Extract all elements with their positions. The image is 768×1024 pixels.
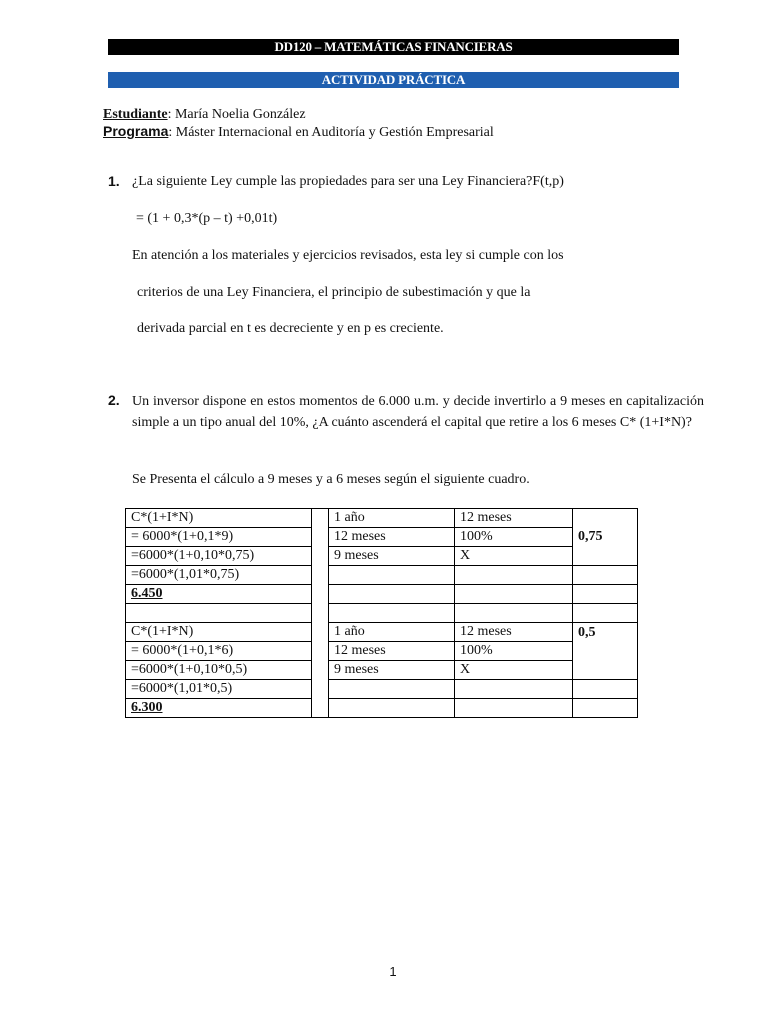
table-cell <box>329 566 455 585</box>
table-cell <box>573 699 638 718</box>
table-cell <box>455 699 573 718</box>
question-2-number: 2. <box>108 392 120 408</box>
table-cell: = 6000*(1+0,1*6) <box>126 642 312 661</box>
table-row <box>126 547 638 566</box>
table-cell: =6000*(1,01*0,75) <box>126 566 312 585</box>
table-cell: =6000*(1+0,10*0,5) <box>126 661 312 680</box>
table-cell: 1 año <box>329 623 455 642</box>
table-cell <box>573 680 638 699</box>
table-cell <box>126 604 312 623</box>
table-row <box>126 566 638 585</box>
table-cell: 12 meses <box>455 623 573 642</box>
table-cell: 12 meses <box>329 528 455 547</box>
table-cell <box>573 604 638 623</box>
table-row <box>126 661 638 680</box>
table-cell: 9 meses <box>329 661 455 680</box>
table-cell <box>455 585 573 604</box>
student-label: Estudiante <box>103 107 168 122</box>
activity-title: ACTIVIDAD PRÁCTICA <box>321 72 466 87</box>
table-cell <box>573 566 638 585</box>
question-1-formula: = (1 + 0,3*(p – t) +0,01t) <box>136 211 278 226</box>
factor-cell: 0,75 <box>573 509 638 566</box>
table-cell <box>329 680 455 699</box>
table-cell <box>455 680 573 699</box>
table-cell: =6000*(1+0,10*0,75) <box>126 547 312 566</box>
course-title-bar <box>108 39 679 55</box>
program-label: Programa <box>103 123 169 139</box>
table-cell: =6000*(1,01*0,5) <box>126 680 312 699</box>
table-row <box>126 604 638 623</box>
question-2-text: Un inversor dispone en estos momentos de 6.000 u.m. y decide invertirlo a 9 meses en capitalización simple a un tipo anual del 10%, ¿A cuánto ascenderá el capital que retire a los 6 meses C* (1+I*N)? <box>132 394 704 430</box>
table-cell: 12 meses <box>329 642 455 661</box>
question-2-intro: Se Presenta el cálculo a 9 meses y a 6 meses según el siguiente cuadro. <box>132 472 530 487</box>
question-1-number: 1. <box>108 173 120 189</box>
page-number: 1 <box>389 964 397 979</box>
calculation-table <box>125 508 638 718</box>
table-row <box>126 509 638 528</box>
table-cell: 100% <box>455 642 573 661</box>
table-cell: C*(1+I*N) <box>126 509 312 528</box>
result-value: 6.300 <box>131 700 163 715</box>
answer-1-line-2: criterios de una Ley Financiera, el principio de subestimación y que la <box>137 285 531 300</box>
table-row <box>126 585 638 604</box>
table-cell <box>455 566 573 585</box>
table-row <box>126 642 638 661</box>
table-cell <box>455 604 573 623</box>
table-cell: 12 meses <box>455 509 573 528</box>
student-value: : María Noelia González <box>167 107 306 122</box>
activity-title-bar <box>108 72 679 88</box>
answer-1-line-1: En atención a los materiales y ejercicios revisados, esta ley si cumple con los <box>132 248 564 263</box>
student-line <box>103 106 306 123</box>
course-title: DD120 – MATEMÁTICAS FINANCIERAS <box>274 39 513 54</box>
table-cell <box>573 585 638 604</box>
question-1-text: ¿La siguiente Ley cumple las propiedades para ser una Ley Financiera?F(t,p) <box>132 174 564 189</box>
table-row <box>126 623 638 642</box>
answer-1-line-3: derivada parcial en t es decreciente y en p es creciente. <box>137 321 444 336</box>
table-spacer-column <box>312 509 329 718</box>
table-cell: 1 año <box>329 509 455 528</box>
factor-cell: 0,5 <box>573 623 638 680</box>
table-cell: X <box>455 661 573 680</box>
table-cell: 9 meses <box>329 547 455 566</box>
table-cell <box>329 585 455 604</box>
table-cell: 100% <box>455 528 573 547</box>
program-line <box>103 123 494 141</box>
table-cell: C*(1+I*N) <box>126 623 312 642</box>
table-cell <box>329 604 455 623</box>
result-value: 6.450 <box>131 586 163 601</box>
program-value: : Máster Internacional en Auditoría y Gestión Empresarial <box>168 125 494 140</box>
table-cell: X <box>455 547 573 566</box>
table-row <box>126 699 638 718</box>
table-row <box>126 528 638 547</box>
table-cell <box>329 699 455 718</box>
table-cell: = 6000*(1+0,1*9) <box>126 528 312 547</box>
table-row <box>126 680 638 699</box>
